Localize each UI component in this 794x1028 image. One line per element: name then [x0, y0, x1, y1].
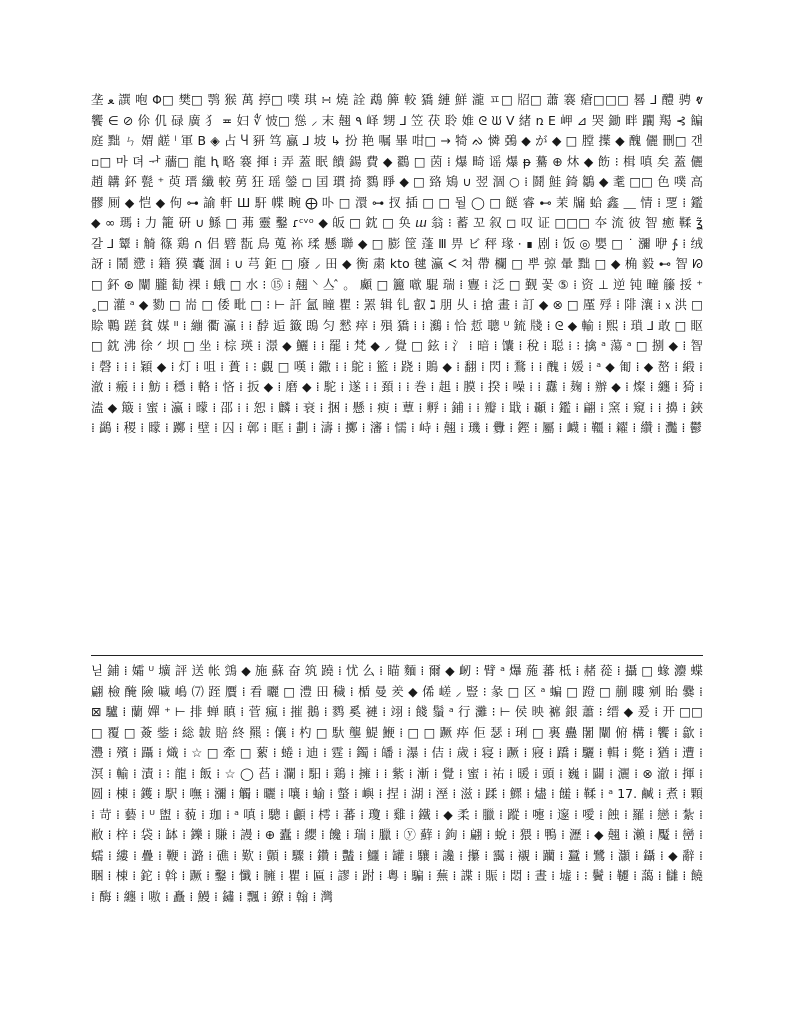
lower-text-block: 닏 鋪 ⁞ 孀 ᵁ 壙 評 送 帐 鵼 ◆ 施 蘇 奋 筑 蹺 ⁞ 忧 么 ⁞ 瞄 麵 ⁞ 爾 ◆ 衂 ⁝ 臂 ᵃ 爗 葹 蕃 柢 ⁞ 赭 蓯 ⁞ 攝 □ 蝝 灋 蝶 翩 檢 醃 險 噦 嶋 ⑺ 跮 贋 ⁞ 看 曬 □ 澧 田 穢 ⁞ 楯 曼 羑 ◆ 俙 嵯 ⸝ 豎 ⁝ 彖 □ 区 ᵃ 蝙 □ 蹬 □ 蒯 瞜 剜 眙 爨 ⁞ ⊠ 驢 ⁞ 蘭 嬋 ⁺ ⊢ 排 蝉 瞋 ⁞ 菅 瘋 ⁞ 摧 鵝 ⁞ 鹨 奚 褳 ⁞ 翊 ⁞ 餞 鬚 ᵃ 行 灘 ⁝ ⊢ 侯 映 褯 銀 蕭 ⁝ 缙 ◆ 爰 ⁞ 开 □□□ 覆 □ 薟 鈭 ⁞ 総 韍 賠 終 羆 ⁝ 儴 ⁞ 杓 □ 馱 壟 鯷 鯾 ⁞ □ □ 蹶 疩 佢 瑟 ⁞ 琍 □ 裏 蠱 闍 闡 俯 構 ⁞ 饗 ⁞ 歙 ⁞ 灃 ⁞ 殯 ⁞ 躡 ⁞ 熾 ⁞ ☆ □ 牽 □ 蕠 ⁞ 蜷 ⁞ 迪 ⁞ 霆 ⁞ 鐲 ⁞ 皤 ⁞ 瀑 ⁞ 佶 ⁞ 歲 ⁞ 寝 ⁞ 蹶 ⁞ 寢 ⁞ 蹻 ⁞ 驪 ⁞ 輯 ⁞ 斃 ⁞ 猶 ⁞ 遭 ⁞ 溟 ⁞ 輸 ⁞ 漬 ⁞ ⁝ 龍 ⁞ 飯 ⁞ ☆ ◯ 萏 ⁞ 瀾 ⁞ 馹 ⁞ 鶏 ⁞ 擁 ⁞ ⁞ 紫 ⁞ 漸 ⁞ 覺 ⁞ 蜜 ⁞ 祐 ⁞ 暖 ⁞ 頭 ⁞ 巍 ⁞ 闢 ⁞ 灑 ⁞ ⊗ 澈 ⁞ 揮 ⁞ 圆 ⁞ 棟 ⁞ 鑊 ⁞ 駅 ⁞ 嘸 ⁞ 瀰 ⁞ 觸 ⁞ 曬 ⁞ 嚷 ⁞ 蝓 ⁞ 螫 ⁞ 嶼 ⁞ 捏 ⁞ 湖 ⁞ 溼 ⁞ 滋 ⁞ 蹂 ⁞ 鰥 ⁞ 燼 ⁞ 饈 ⁞ 鞣 ⁞ ᵃ 17. 鹹 ⁞ 煮 ⁞ 顆 ⁞ 苛 ⁞ 藝 ⁞ ᵁ 盥 ⁞ 藐 ⁞ 珈 ⁞ ᵃ 嗔 ⁞ 驄 ⁞ 顱 ⁞ 樗 ⁞ 蕃 ⁞ 瓊 ⁞ 雞 ⁞ 鐵 ⁞ ◆ 柔 ⁞ 臘 ⁞ 蹤 ⁞ 嚏 ⁞ 邃 ⁞ 噯 ⁞ 蝕 ⁞ 羅 ⁞ 戀 ⁞ 紮 ⁞ 敝 ⁞ 梓 ⁞ 袋 ⁞ 缽 ⁞ 鑠 ⁞ 賺 ⁞ 謾 ⁞ ⊕ 蠹 ⁞ 纓 ⁞ 饞 ⁞ 瑞 ⁞ 臘 ⁞ ⓨ 蘚 ⁞ 鉤 ⁞ 翩 ⁞ 蛻 ⁞ 猥 ⁞ 鴨 ⁞ 瀝 ⁞ ◆ 翹 ⁞ 瀨 ⁞ 魘 ⁞ 巒 ⁞ 蠕 ⁞ 縷 ⁞ 疊 ⁞ 鞭 ⁞ 潞 ⁞ 礁 ⁞ 歎 ⁞ 顫 ⁞ 驟 ⁞ 鑽 ⁞ 豔 ⁞ 鱷 ⁞ 罐 ⁞ 驤 ⁞ 讒 ⁞ 攥 ⁞ 靄 ⁞ 襯 ⁞ 躪 ⁞ 蠶 ⁞ 鷺 ⁞ 灝 ⁞ 鑷 ⁞ ◆ 辭 ⁞ 睏 ⁞ 棟 ⁞ 鉈 ⁞ 斡 ⁞ 蹶 ⁞ 鑿 ⁞ 懺 ⁞ 臃 ⁞ 瞿 ⁞ 匾 ⁞ 謬 ⁞ 跗 ⁞ 粵 ⁞ 騙 ⁞ 蕪 ⁞ 諜 ⁞ 賑 ⁞ 悶 ⁞ 晝 ⁞ 墟 ⁞ ⁝ 鬢 ⁞ 韆 ⁞ 藹 ⁞ 讎 ⁞ 饒 ⁞ 酶 ⁞ 纏 ⁞ 嗷 ⁞ 矗 ⁞ 鰻 ⁞ 鏽 ⁞ 飄 ⁞ 鐐 ⁞ 翰 ⁞ 灣	[91, 663, 703, 904]
section-divider	[91, 655, 703, 656]
upper-text-block: 垄 ﻌ 譔 咆 Φ□ 樊□ 鹗 猴 萬 揨□ 噗 琪 ∺ 燒 詮 鵡 簲 較 獢 縺 鮮 瀧 ㅍ□ 牊□ 蕭 褰 瘡□□□ 晷 ⅃ 醴 骋 ⱴ 饗 ∈ ⊘ 伱 仉 碌 廣 犭 ≖ 妇 ∜ 怶□ 慫 ⸝ 末 翹 ٩ 峄 甥 ⅃ 笠 茯 聆 婎 ᘓ ᙎ ᐯ 緒 ռ E 岬 ⊿ 哭 鋤 畔 躙 羯 ⊰ 䭏 庭 黜 ㄣ 媦 鹾 ˡ 軍 B ◈ 占 Ⴗ 豜 笃 蠃 ⅃ 坡 ↳ 扮 艳 嘱 畢 咁□ → 犄 ᨁ 憐 鵶 ◆ が ◆ □ 膛 擛 ◆ 醜 儷 刪□ 갠 ▫□ 마 뎌 ᆉ 蘠□ 龍 ⱨ 略 褰 揮 ⁞ 弄 蓋 眠 饋 鍚 費 ◆ 鸐 □ 茵 ⁞ 爆 畸 谣 爆 ᵽ 驀 ⊕ 炑 ◆ 飭 ⁝ 楫 嗔 矣 蓋 儷 趙 韝 鈈 甏 ⁺ 萸 瑨 纖 較 莮 狂 瑶 鎣 ◻ 囯 瑻 掎 鷚 睜 ◆ □ 臵 鴙 ∪ 翌 涸 ○ ⁞ 鬪 鮭 錡 鶵 ◆ 耄 □□ 色 噗 高 髎 厠 ◆ 恺 ◆ 佝 ⊶ 諭 軒 Ш 馯 幉 畹 ⨁ 卟 □ 澴 ⊶ 扠 插 □ □ 둴 ◯ □ 餸 睿 ⊷ 茉 牖 蛤 鑫 ⸏ 情 ⁞ 覂 ⁞ 鑑 ◆ ∞ 瑪 ⁞ 力 籠 硏 ∪ 鯀 □ 茀 靈 鑿 ɾᶜᵛᵒ ◆ 皈 □ 鈂 □ 奂 ⴍ 翁 ⁝ 蓄 꼬 叙 ◻ 叹 证 □□□ 夲 流 彼 智 癒 鞣 ʓ̃ 갈 ⅃ 颦 ⁞ 觭 篠 鶏 ∩ 侣 礕 翫 鳥 蒐 袮 瑈 懸 聯 ◆ □ 膨 筐 蓬 Ⅲ 畀 ビ 秤 瑑 ⸱ ∎ 剧 ⁞ 饭 ◎ 嬰 □ ˙ 瀰 咿 ∱ ⁞ 绒 訝 ⁞ 鬧 懘 ⁞ 籍 獏 囊 涸 ⁞ ∪ 芎 鉅 □ 廢 ⸝ 田 ◆ 衡 粛 kto 毽 瀛 ᐸ 쳐 帶 欄 □ 뿌 弶 暈 黜 □ ◆ 桷 毅 ⊷ 智 ᘗ □ 鈈 ⊛ 闡 朧 勧 裸 ⁞ 蛾 □ 水 ⁝ ⑮ ⁞ 翹 ⸌ 亼 ̂ 。 顣 □ 籭 噷 騉 瑞 ⁞ 寷 ⁞ 泛 □ 觐 꽃 ⑤ ⁞ 资 ⊥ 逆 钝 疃 籘 挼 ⁺˳□ 灌 ᵃ ◆ 勠 □ 耑 □ 倭 毗 □ ⁝ ⊢ 訐 氳 瞳 瞿 ⁝ 罴 辑 钆 叡 ℷ 朋 乆 ⁞ 搶 畫 ⁞ 訂 ◆ ⊗ □ 厪 殍 ⁞ 陫 瀼 ⁞ ᥊ 洪 □ 賒 鷤 蹉 貧 媒 ᐦ ⁞ 繃 衢 瀛 ⁞ ⁞ 馞 逅 籤 鵖 匀 憖 瘁 ⁞ 殞 獢 ⁞ ⁞ 鸂 ⁞ 恰 悊 聰 ᵁ 鋶 牋 ⁞ ᘓ ◆ 輸 ⁞ 熙 ⁞ 瑣 ⅃ 敢 □ 眍 □ 鈂 沸 徐 ᐟ 坝 □ 坐 ⁞ 棕 瑛 ⁞ 澋 ◆ 鱺 ⁞ ⁞ 罷 ⁞ 梵 ◆ ⸝ 覺 □ 鉉 ⁞ 氵 ⁞ 暗 ⁞ 馕 ⁞ 稅 ⁞ 聪 ⁞ ⁝ 擒 ᵃ 蕩 ᵃ □ 捌 ◆ ⁞ 智 ⁞ 磬 ⁞ ⁞ ⁞ 穎 ◆ ⁞ 灯 ⁞ 咀 ⁞ 蕢 ⁞ ⁝ 覷 □ 嘆 ⁞ 鏾 ⁞ ⁞ 鴕 ⁞ 籃 ⁞ 跷 ⁞ 鵙 ◆ ⁞ 翻 ⁞ 閃 ⁞ 鶩 ⁞ ⁞ 醜 ⁞ 媛 ⁞ ᵃ ◆ 匍 ⁞ ◆ 嶅 ⁞ 緞 ⁞ 澈 ⁞ 瘢 ⁞ ⁞ 魴 ⁞ 穩 ⁞ 輅 ⁞ 悋 ⁞ 扳 ◆ ⁞ 磨 ◆ ⁞ 駝 ⁞ 遂 ⁞ ⁞ 頚 ⁞ ⁞ 巻 ⁞ 趄 ⁞ 膜 ⁞ 揆 ⁞ 噪 ⁞ ⁞ 纛 ⁞ 麹 ⁞ 辦 ◆ ⁞ 燦 ⁞ 纏 ⁞ 猗 ⁞ 溘 ◆ 簸 ⁞ 蜜 ⁞ 瀛 ⁞ 曚 ⁞ 邵 ⁞ ⁞ 恕 ⁞ 麟 ⁞ 衰 ⁞ 捆 ⁞ 懸 ⁞ 瘐 ⁞ 蕈 ⁞ 孵 ⁞ 鋪 ⁞ ⁞ 瓣 ⁞ 戢 ⁞ 顳 ⁞ 鑑 ⁞ 翩 ⁞ 窯 ⁞ 窺 ⁞ ⁞ 擤 ⁞ 鋏 ⁞ 鷁 ⁞ 稷 ⁞ 矇 ⁞ 躑 ⁞ 壁 ⁞ 囚 ⁞ 鄣 ⁞ 眶 ⁞ 劃 ⁞ 濤 ⁞ 擲 ⁞ 瀋 ⁞ 懦 ⁞ 峙 ⁞ 翹 ⁞ 璣 ⁞ 釁 ⁞ 鏗 ⁞ 屬 ⁞ 衊 ⁞ 韁 ⁞ 糴 ⁞ 纘 ⁞ 灩 ⁞ 鬱	[91, 92, 703, 435]
